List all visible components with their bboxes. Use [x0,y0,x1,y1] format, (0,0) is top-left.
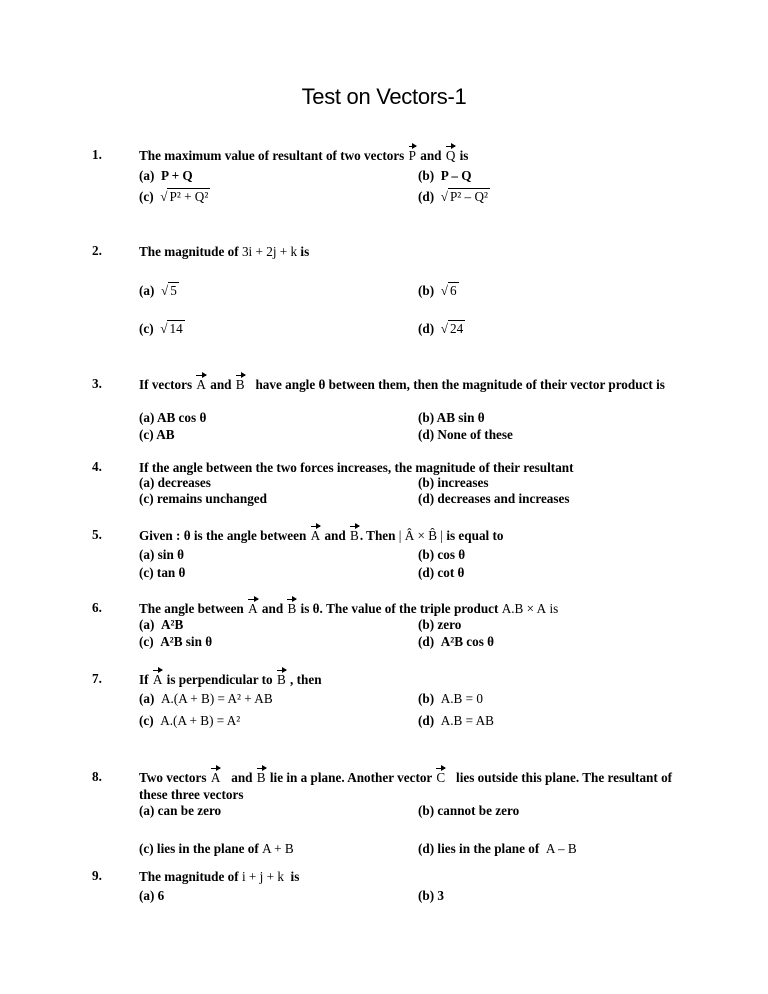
question-number: 4. [92,459,102,474]
option-a[interactable]: (a) AB cos θ [139,410,207,425]
option-d[interactable]: (d) A.B = AB [418,713,494,728]
question-text: Two vectors A and B lie in a plane. Another vector C lies outside this plane. The resultant of these three vectors [139,770,673,802]
option-a[interactable]: (a) A.(A + B) = A² + AB [139,691,273,706]
question-text: If the angle between the two forces increases, the magnitude of their resultant [139,460,574,475]
vector-b: B [235,377,245,392]
vector-b: B [287,601,297,616]
vector-a: A [152,672,163,687]
question-text: If vectors A and B have angle θ between them, then the magnitude of their vector product is [139,377,665,392]
question-text: Given : θ is the angle between A and B. Then | Â × B̂ | is equal to [139,528,504,543]
vector-a: A [248,601,258,616]
option-c[interactable]: (c) AB [139,427,175,442]
question-number: 7. [92,671,102,686]
vector-b: B [276,672,286,687]
option-c[interactable]: (c) √ 14 [139,321,183,336]
option-a[interactable]: (a) sin θ [139,547,184,562]
option-c[interactable]: (c) lies in the plane of A + B [139,841,294,856]
option-b[interactable]: (b) AB sin θ [418,410,485,425]
vector-b: B [256,770,266,785]
option-a[interactable]: (a) decreases [139,475,211,490]
option-b[interactable]: (b) cos θ [418,547,466,562]
option-b[interactable]: (b) √ 6 [418,283,457,298]
option-b[interactable]: (b) P – Q [418,168,472,183]
vector-a: A [196,377,206,392]
option-d[interactable]: (d) decreases and increases [418,491,570,506]
question-number: 3. [92,376,102,391]
question-number: 6. [92,600,102,615]
triple-product-expression: A.B × A [501,601,547,616]
unit-vector-expression: i + j + k [241,869,284,884]
question-text: The magnitude of 3i + 2j + k is [139,244,310,259]
option-d[interactable]: (d) lies in the plane of A – B [418,841,577,856]
question-number: 2. [92,243,102,258]
option-c[interactable]: (c) A²B sin θ [139,634,213,649]
option-a[interactable]: (a) √ 5 [139,283,177,298]
option-d[interactable]: (d) √ 24 [418,321,464,336]
option-b[interactable]: (b) zero [418,617,462,632]
unit-vector-expression: 3i + 2j + k [241,244,298,259]
question-text: If A is perpendicular to B , then [139,672,322,687]
page-title: Test on Vectors-1 [301,84,467,109]
question-number: 5. [92,527,102,542]
question-number: 9. [92,868,102,883]
vector-a: A [310,528,321,543]
vector-c: C [436,770,446,785]
question-number: 8. [92,769,102,784]
question-text: The maximum value of resultant of two vectors P and Q is [139,148,469,163]
option-b[interactable]: (b) cannot be zero [418,803,520,818]
option-a[interactable]: (a) can be zero [139,803,222,818]
option-d[interactable]: (d) cot θ [418,565,465,580]
option-c[interactable]: (c) A.(A + B) = A² [139,713,241,728]
question-number: 1. [92,147,102,162]
option-b[interactable]: (b) increases [418,475,489,490]
question-text: The angle between A and B is θ. The value of the triple product A.B × A is [139,601,559,616]
vector-a: A [210,770,221,785]
option-b[interactable]: (b) A.B = 0 [418,691,483,706]
option-a[interactable]: (a) 6 [139,888,165,903]
option-a[interactable]: (a) P + Q [139,168,193,183]
option-c[interactable]: (c) remains unchanged [139,491,267,506]
option-c[interactable]: (c) √ P² + Q² [139,189,209,204]
option-a[interactable]: (a) A²B [139,617,184,632]
vector-p: P [408,148,416,163]
option-d[interactable]: (d) A²B cos θ [418,634,495,649]
option-b[interactable]: (b) 3 [418,888,445,903]
cross-product-expression: | Â × B̂ | [398,528,444,543]
vector-b: B [350,528,359,543]
option-c[interactable]: (c) tan θ [139,565,186,580]
option-d[interactable]: (d) None of these [418,427,513,442]
option-d[interactable]: (d) √ P² – Q² [418,189,488,204]
question-text: The magnitude of i + j + k is [139,869,300,884]
vector-q: Q [445,148,456,163]
